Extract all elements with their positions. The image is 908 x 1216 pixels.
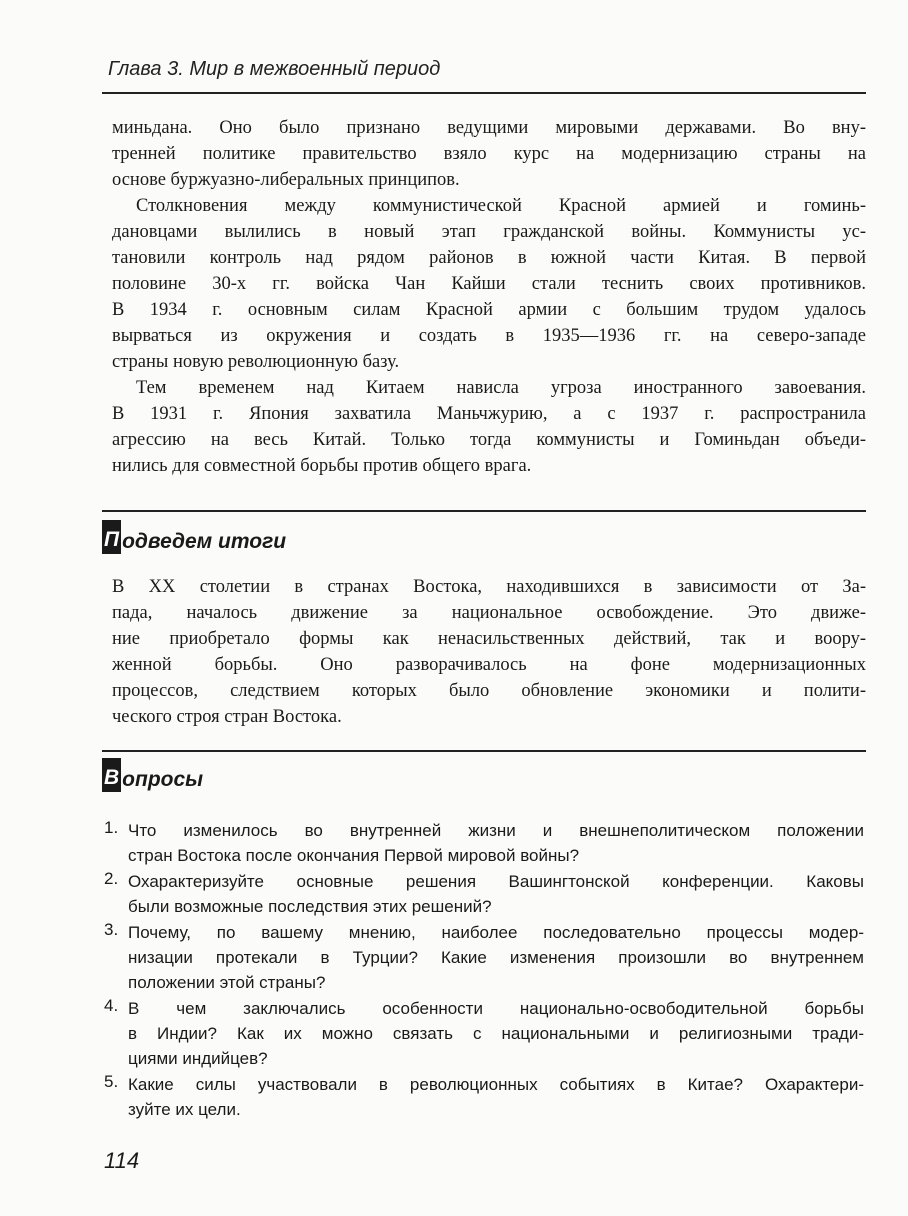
text-line: стран Востока после окончания Первой мировой войны? [128, 846, 580, 865]
question-number: 3. [104, 920, 119, 939]
text-line: тановили контроль над рядом районов в южной части Китая. В первой [112, 248, 866, 268]
text-line: тренней политике правительство взяло курс на модернизацию страны на [112, 144, 866, 164]
text-line: Какие силы участвовали в революционных событиях в Китае? Охарактери- [128, 1075, 864, 1094]
heading-initial: П [102, 520, 121, 554]
text-line: страны новую революционную базу. [112, 352, 400, 372]
text-line: Столкновения между коммунистической Красной армией и гоминь- [136, 196, 866, 216]
text-line: дановцами вылились в новый этап гражданской войны. Коммунисты ус- [112, 222, 866, 242]
text-line: положении этой страны? [128, 973, 326, 992]
body-text [112, 115, 866, 479]
section-heading-summary [102, 520, 286, 554]
text-line: в Индии? Как их можно связать с национальными и религиозными тради- [128, 1024, 864, 1043]
text-line: В чем заключались особенности национально-освободительной борьбы [128, 999, 864, 1018]
heading-text: одведем итоги [122, 530, 287, 553]
text-line: ние приобретало формы как ненасильственных действий, так и воору- [112, 629, 866, 649]
text-line: ческого строя стран Востока. [112, 707, 342, 727]
summary-text [112, 574, 866, 730]
question-number: 5. [104, 1072, 119, 1091]
question-number: 4. [104, 996, 119, 1015]
question-item [104, 920, 864, 995]
header-rule [102, 92, 866, 94]
text-line: нились для совместной борьбы против общего врага. [112, 456, 532, 476]
heading-initial: В [102, 758, 121, 792]
text-line: агрессию на весь Китай. Только тогда коммунисты и Гоминьдан объеди- [112, 430, 866, 450]
question-item [104, 869, 864, 919]
text-line: пада, началось движение за национальное освобождение. Это движе- [112, 603, 866, 623]
question-item [104, 1072, 864, 1122]
running-head: Глава 3. Мир в межвоенный период [108, 58, 441, 80]
text-line: Что изменилось во внутренней жизни и внешнеполитическом положении [128, 821, 864, 840]
text-line: процессов, следствием которых было обновление экономики и полити- [112, 681, 866, 701]
section-heading-questions [102, 758, 203, 792]
section-rule [102, 750, 866, 752]
question-item [104, 818, 864, 868]
text-line: женной борьбы. Оно разворачивалось на фоне модернизационных [112, 655, 866, 675]
text-line: зуйте их цели. [128, 1100, 241, 1119]
question-item [104, 996, 864, 1071]
text-line: Тем временем над Китаем нависла угроза иностранного завоевания. [136, 378, 866, 398]
text-line: миньдана. Оно было признано ведущими мировыми державами. Во вну- [112, 118, 866, 138]
question-number: 1. [104, 818, 119, 837]
text-line: циями индийцев? [128, 1049, 268, 1068]
text-line: основе буржуазно-либеральных принципов. [112, 170, 460, 190]
paragraph-1 [112, 115, 866, 193]
question-number: 2. [104, 869, 119, 888]
text-line: Почему, по вашему мнению, наиболее последовательно процессы модер- [128, 923, 864, 942]
section-rule [102, 510, 866, 512]
text-line: низации протекали в Турции? Какие изменения произошли во внутреннем [128, 948, 864, 967]
text-line: В XX столетии в странах Востока, находившихся в зависимости от За- [112, 577, 866, 597]
text-line: В 1931 г. Япония захватила Маньчжурию, а с 1937 г. распространила [112, 404, 866, 424]
text-line: Охарактеризуйте основные решения Вашингтонской конференции. Каковы [128, 872, 864, 891]
text-line: были возможные последствия этих решений? [128, 897, 492, 916]
paragraph-2 [112, 193, 866, 375]
heading-text: опросы [122, 768, 204, 791]
questions-list [104, 818, 864, 1123]
text-line: вырваться из окружения и создать в 1935—1936 гг. на северо-западе [112, 326, 866, 346]
page-number: 114 [104, 1148, 140, 1173]
text-line: половине 30-х гг. войска Чан Кайши стали теснить своих противников. [112, 274, 866, 294]
paragraph-3 [112, 375, 866, 479]
text-line: В 1934 г. основным силам Красной армии с большим трудом удалось [112, 300, 866, 320]
